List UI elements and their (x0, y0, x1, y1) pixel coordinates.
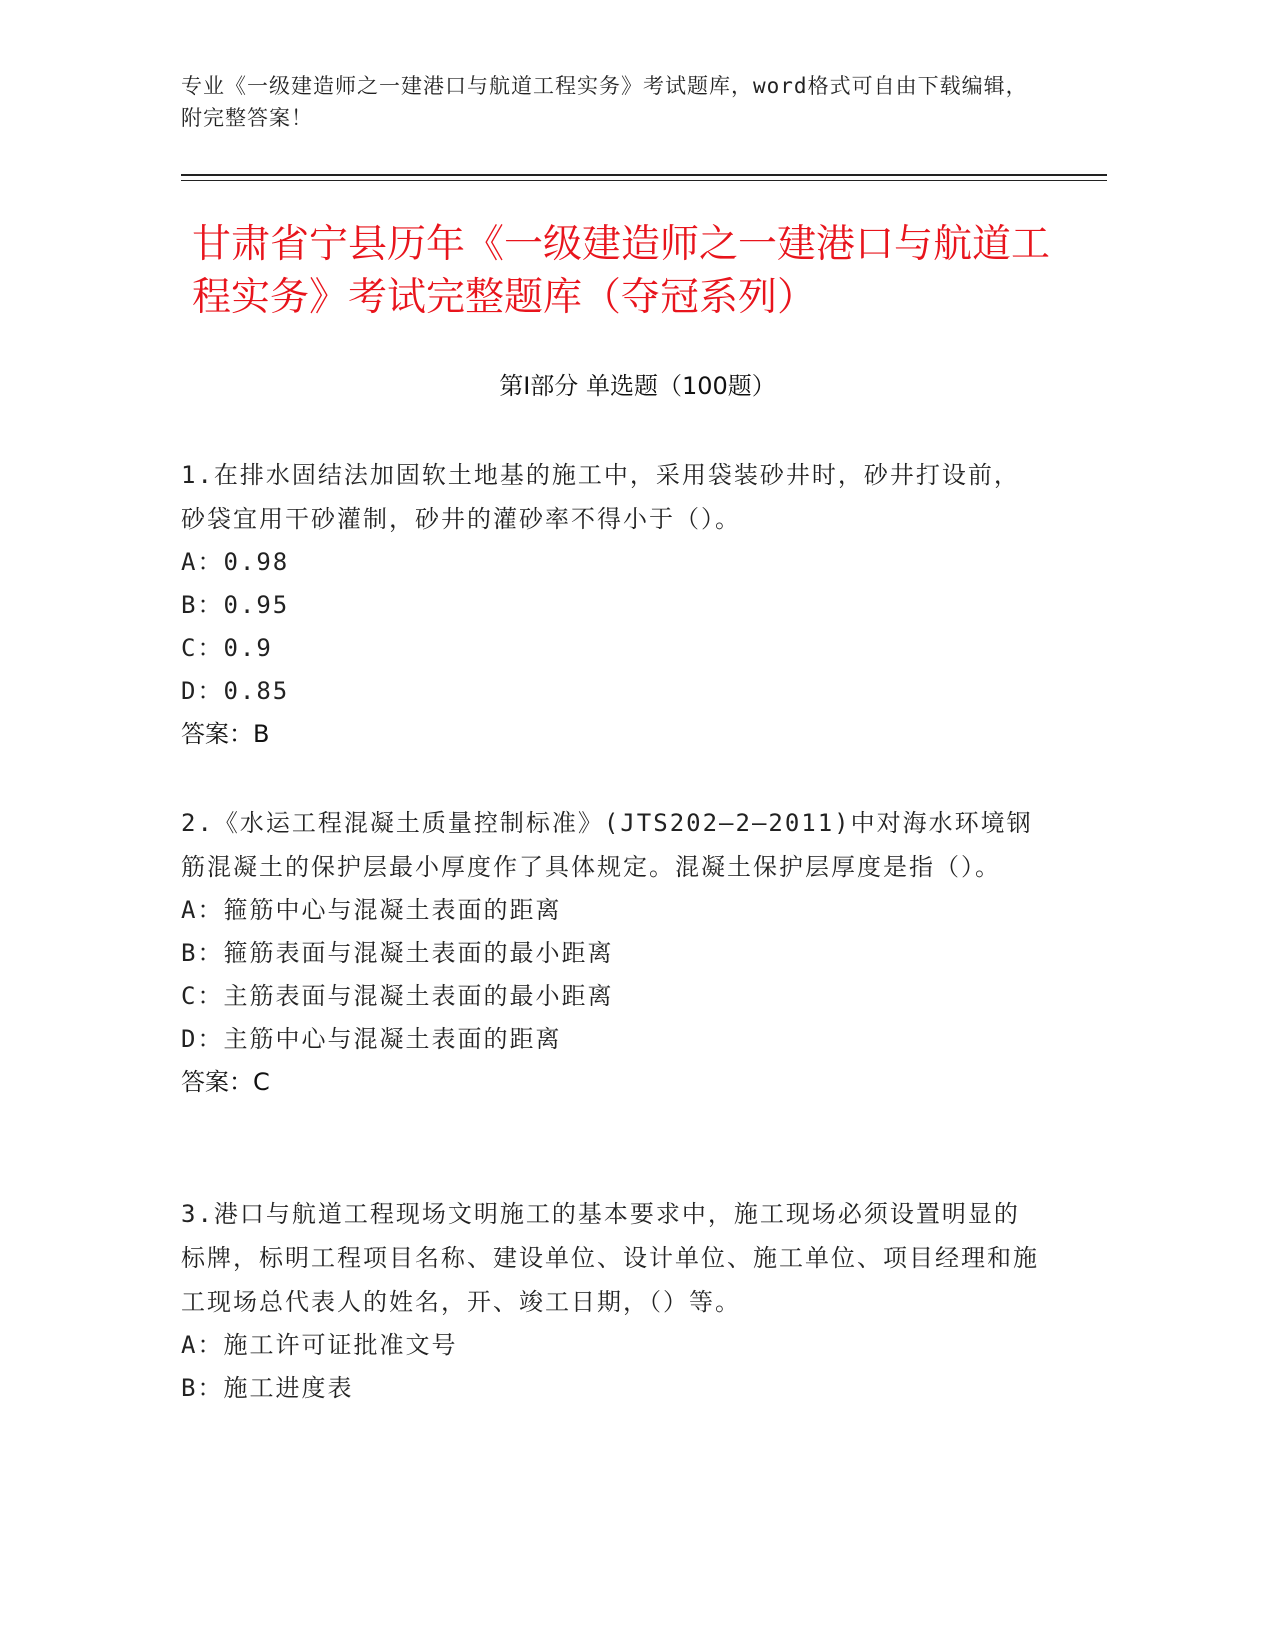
answer-label: 答案：B (181, 720, 270, 748)
option-d: D：主筋中心与混凝土表面的距离 (181, 1025, 562, 1053)
question-3 (181, 1192, 1041, 1410)
question-text: 1.在排水固结法加固软土地基的施工中，采用袋装砂井时，砂井打设前，砂袋宜用干砂灌制，砂井的灌砂率不得小于（）。 (181, 461, 1020, 533)
option-a: A：施工许可证批准文号 (181, 1331, 458, 1359)
option-b: B：0.95 (181, 591, 290, 619)
option-a: A：箍筋中心与混凝土表面的距离 (181, 896, 562, 924)
option-a: A：0.98 (181, 548, 290, 576)
section-heading: 第Ⅰ部分 单选题（100题） (499, 372, 776, 400)
question-1 (181, 453, 1041, 756)
document-title: 甘肃省宁县历年《一级建造师之一建港口与航道工程实务》考试完整题库（夺冠系列） (192, 222, 1051, 320)
option-d: D：0.85 (181, 677, 290, 705)
answer-label: 答案：C (181, 1068, 270, 1096)
question-text: 3.港口与航道工程现场文明施工的基本要求中，施工现场必须设置明显的标牌，标明工程项目名称、建设单位、设计单位、施工单位、项目经理和施工现场总代表人的姓名，开、竣工日期，（）等。 (181, 1200, 1039, 1316)
option-c: C：主筋表面与混凝土表面的最小距离 (181, 982, 614, 1010)
option-b: B：箍筋表面与混凝土表面的最小距离 (181, 939, 614, 967)
option-c: C：0.9 (181, 634, 273, 662)
question-text: 2.《水运工程混凝土质量控制标准》(JTS202—2—2011)中对海水环境钢筋混凝土的保护层最小厚度作了具体规定。混凝土保护层厚度是指（）。 (181, 809, 1033, 881)
header-note: 专业《一级建造师之一建港口与航道工程实务》考试题库，word格式可自由下载编辑，附完整答案！ (181, 74, 1028, 130)
question-2 (181, 801, 1041, 1104)
header-rule-thick (181, 174, 1107, 176)
header-rule-thin (181, 180, 1107, 181)
option-b: B：施工进度表 (181, 1374, 354, 1402)
